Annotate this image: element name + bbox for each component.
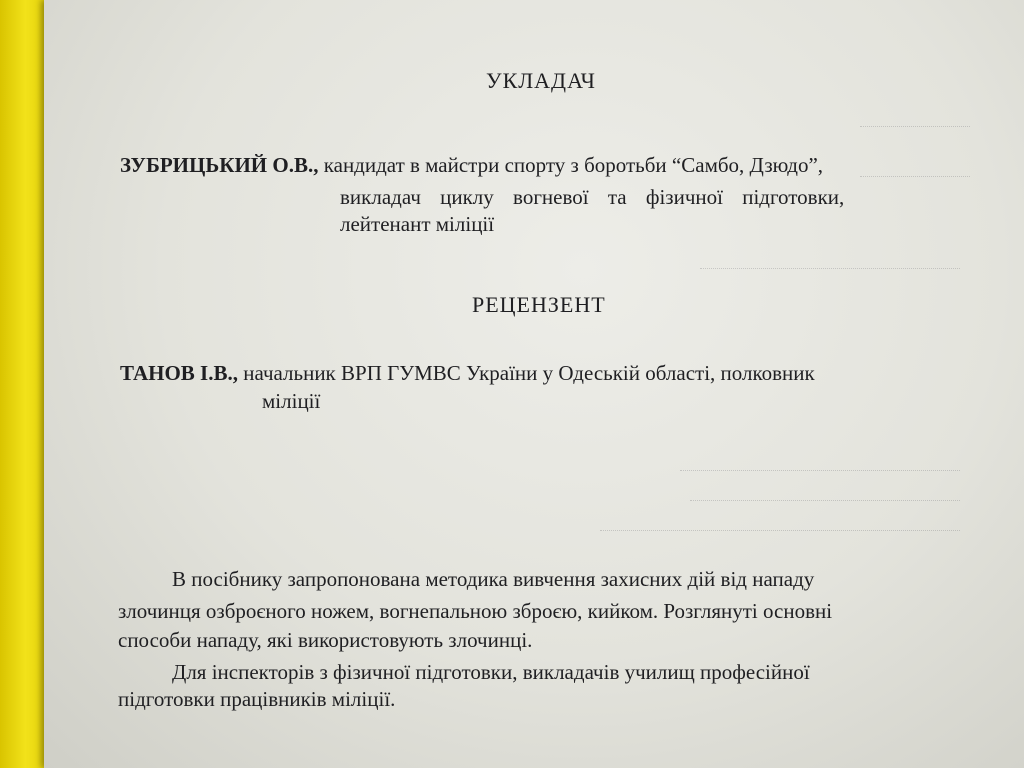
annotation-p1-line-3: способи нападу, які використовують злочинці.: [118, 628, 533, 652]
compiler-name: ЗУБРИЦЬКИЙ О.В.,: [120, 153, 319, 177]
reviewer-heading: РЕЦЕНЗЕНТ: [472, 292, 606, 317]
compiler-line-1: [120, 152, 823, 178]
compiler-line-2: викладач циклу вогневої та фізичної підготовки,: [340, 185, 845, 209]
book-cover-edge: [0, 0, 46, 768]
compiler-title: кандидат в майстри спорту з боротьби “Самбо, Дзюдо”,: [323, 153, 824, 177]
reviewer-line-2: міліції: [262, 389, 321, 413]
annotation-p2-line-2: підготовки працівників міліції.: [118, 687, 396, 711]
compiler-heading: УКЛАДАЧ: [486, 68, 596, 93]
reviewer-name: ТАНОВ І.В.,: [120, 361, 238, 385]
reviewer-line-1: [120, 360, 815, 386]
annotation-p1-line-2: злочинця озброєного ножем, вогнепальною зброєю, кийком. Розглянуті основні: [118, 599, 833, 623]
annotation-p2-line-1: Для інспекторів з фізичної підготовки, викладачів училищ професійної: [172, 660, 810, 684]
compiler-line-3: лейтенант міліції: [340, 212, 495, 236]
reviewer-title: начальник ВРП ГУМВС України у Одеській області, полковник: [243, 361, 815, 385]
annotation-p1-line-1: В посібнику запропонована методика вивчення захисних дій від нападу: [172, 567, 815, 591]
